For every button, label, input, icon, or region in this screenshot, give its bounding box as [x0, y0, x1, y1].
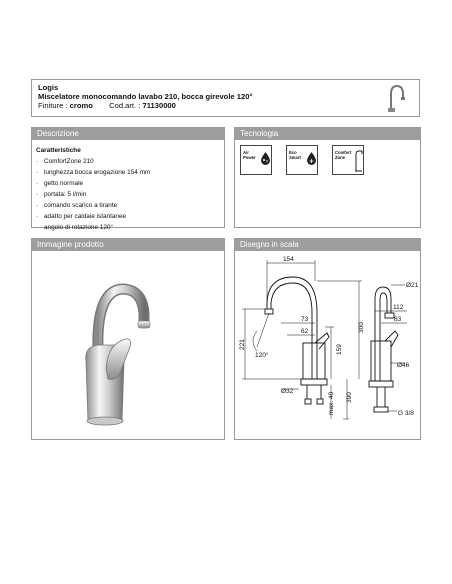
- comfort-zone-badge: Comfort Zone: [332, 145, 364, 175]
- list-item: · angolo di rotazione 120°: [36, 222, 150, 233]
- list-item: · adatto per caldaie istantanee: [36, 211, 150, 222]
- finish-label: Finiture :: [38, 101, 68, 110]
- dim-159: 159: [336, 344, 343, 355]
- list-item: · lunghezza bocca erogazione 154 mm: [36, 167, 150, 178]
- dim-g38: G 3/8: [398, 410, 414, 417]
- technology-panel: [234, 127, 421, 228]
- dim-d46: Ø46: [397, 362, 410, 369]
- dim-73: 73: [301, 316, 309, 323]
- dim-d21: Ø21: [406, 282, 419, 289]
- eco-smart-badge: Eco Smart: [286, 145, 318, 175]
- finish-value: cromo: [69, 101, 93, 110]
- technology-title: Tecnologia: [235, 128, 420, 140]
- features-list: [36, 145, 150, 233]
- dim-390: 390: [346, 392, 353, 403]
- drop-air-icon: [260, 151, 271, 165]
- dim-154: 154: [283, 256, 294, 263]
- dim-62: 62: [301, 328, 309, 335]
- description-title: Descrizione: [32, 128, 224, 140]
- air-power-badge: Air Power: [240, 145, 272, 175]
- list-item: · portata: 5 l/min: [36, 189, 150, 200]
- product-image-title: Immagine prodotto: [32, 239, 224, 251]
- product-finish-code: [38, 101, 176, 111]
- brand-name: Logis: [38, 83, 59, 92]
- drop-eco-icon: [306, 151, 317, 165]
- dim-120: 120°: [255, 352, 269, 359]
- list-item: · getto normale: [36, 178, 150, 189]
- code-label: Cod.art. :: [109, 101, 141, 110]
- features-heading: Caratteristiche: [36, 147, 81, 154]
- technical-drawing: [235, 251, 420, 439]
- comfort-zone-icon: [354, 150, 363, 172]
- list-item: · ComfortZone 210: [36, 156, 150, 167]
- dim-221: 221: [239, 339, 246, 350]
- faucet-thumbnail-icon: [381, 82, 411, 114]
- drawing-title: Disegno in scala: [235, 239, 420, 251]
- product-image-panel: [31, 238, 225, 440]
- description-panel: [31, 127, 225, 231]
- dim-d32: Ø32: [281, 388, 294, 395]
- drawing-panel: [234, 238, 421, 440]
- header-panel: [31, 79, 420, 117]
- list-item: · comando scarico a tirante: [36, 200, 150, 211]
- dim-300: 300: [358, 322, 365, 333]
- faucet-product-image: [32, 251, 224, 439]
- dim-83: 83: [394, 316, 402, 323]
- dim-max40: max. 40: [328, 391, 335, 415]
- dim-112: 112: [393, 304, 404, 311]
- product-title: Miscelatore monocomando lavabo 210, bocca girevole 120°: [38, 92, 253, 101]
- code-value: 71130000: [142, 101, 176, 110]
